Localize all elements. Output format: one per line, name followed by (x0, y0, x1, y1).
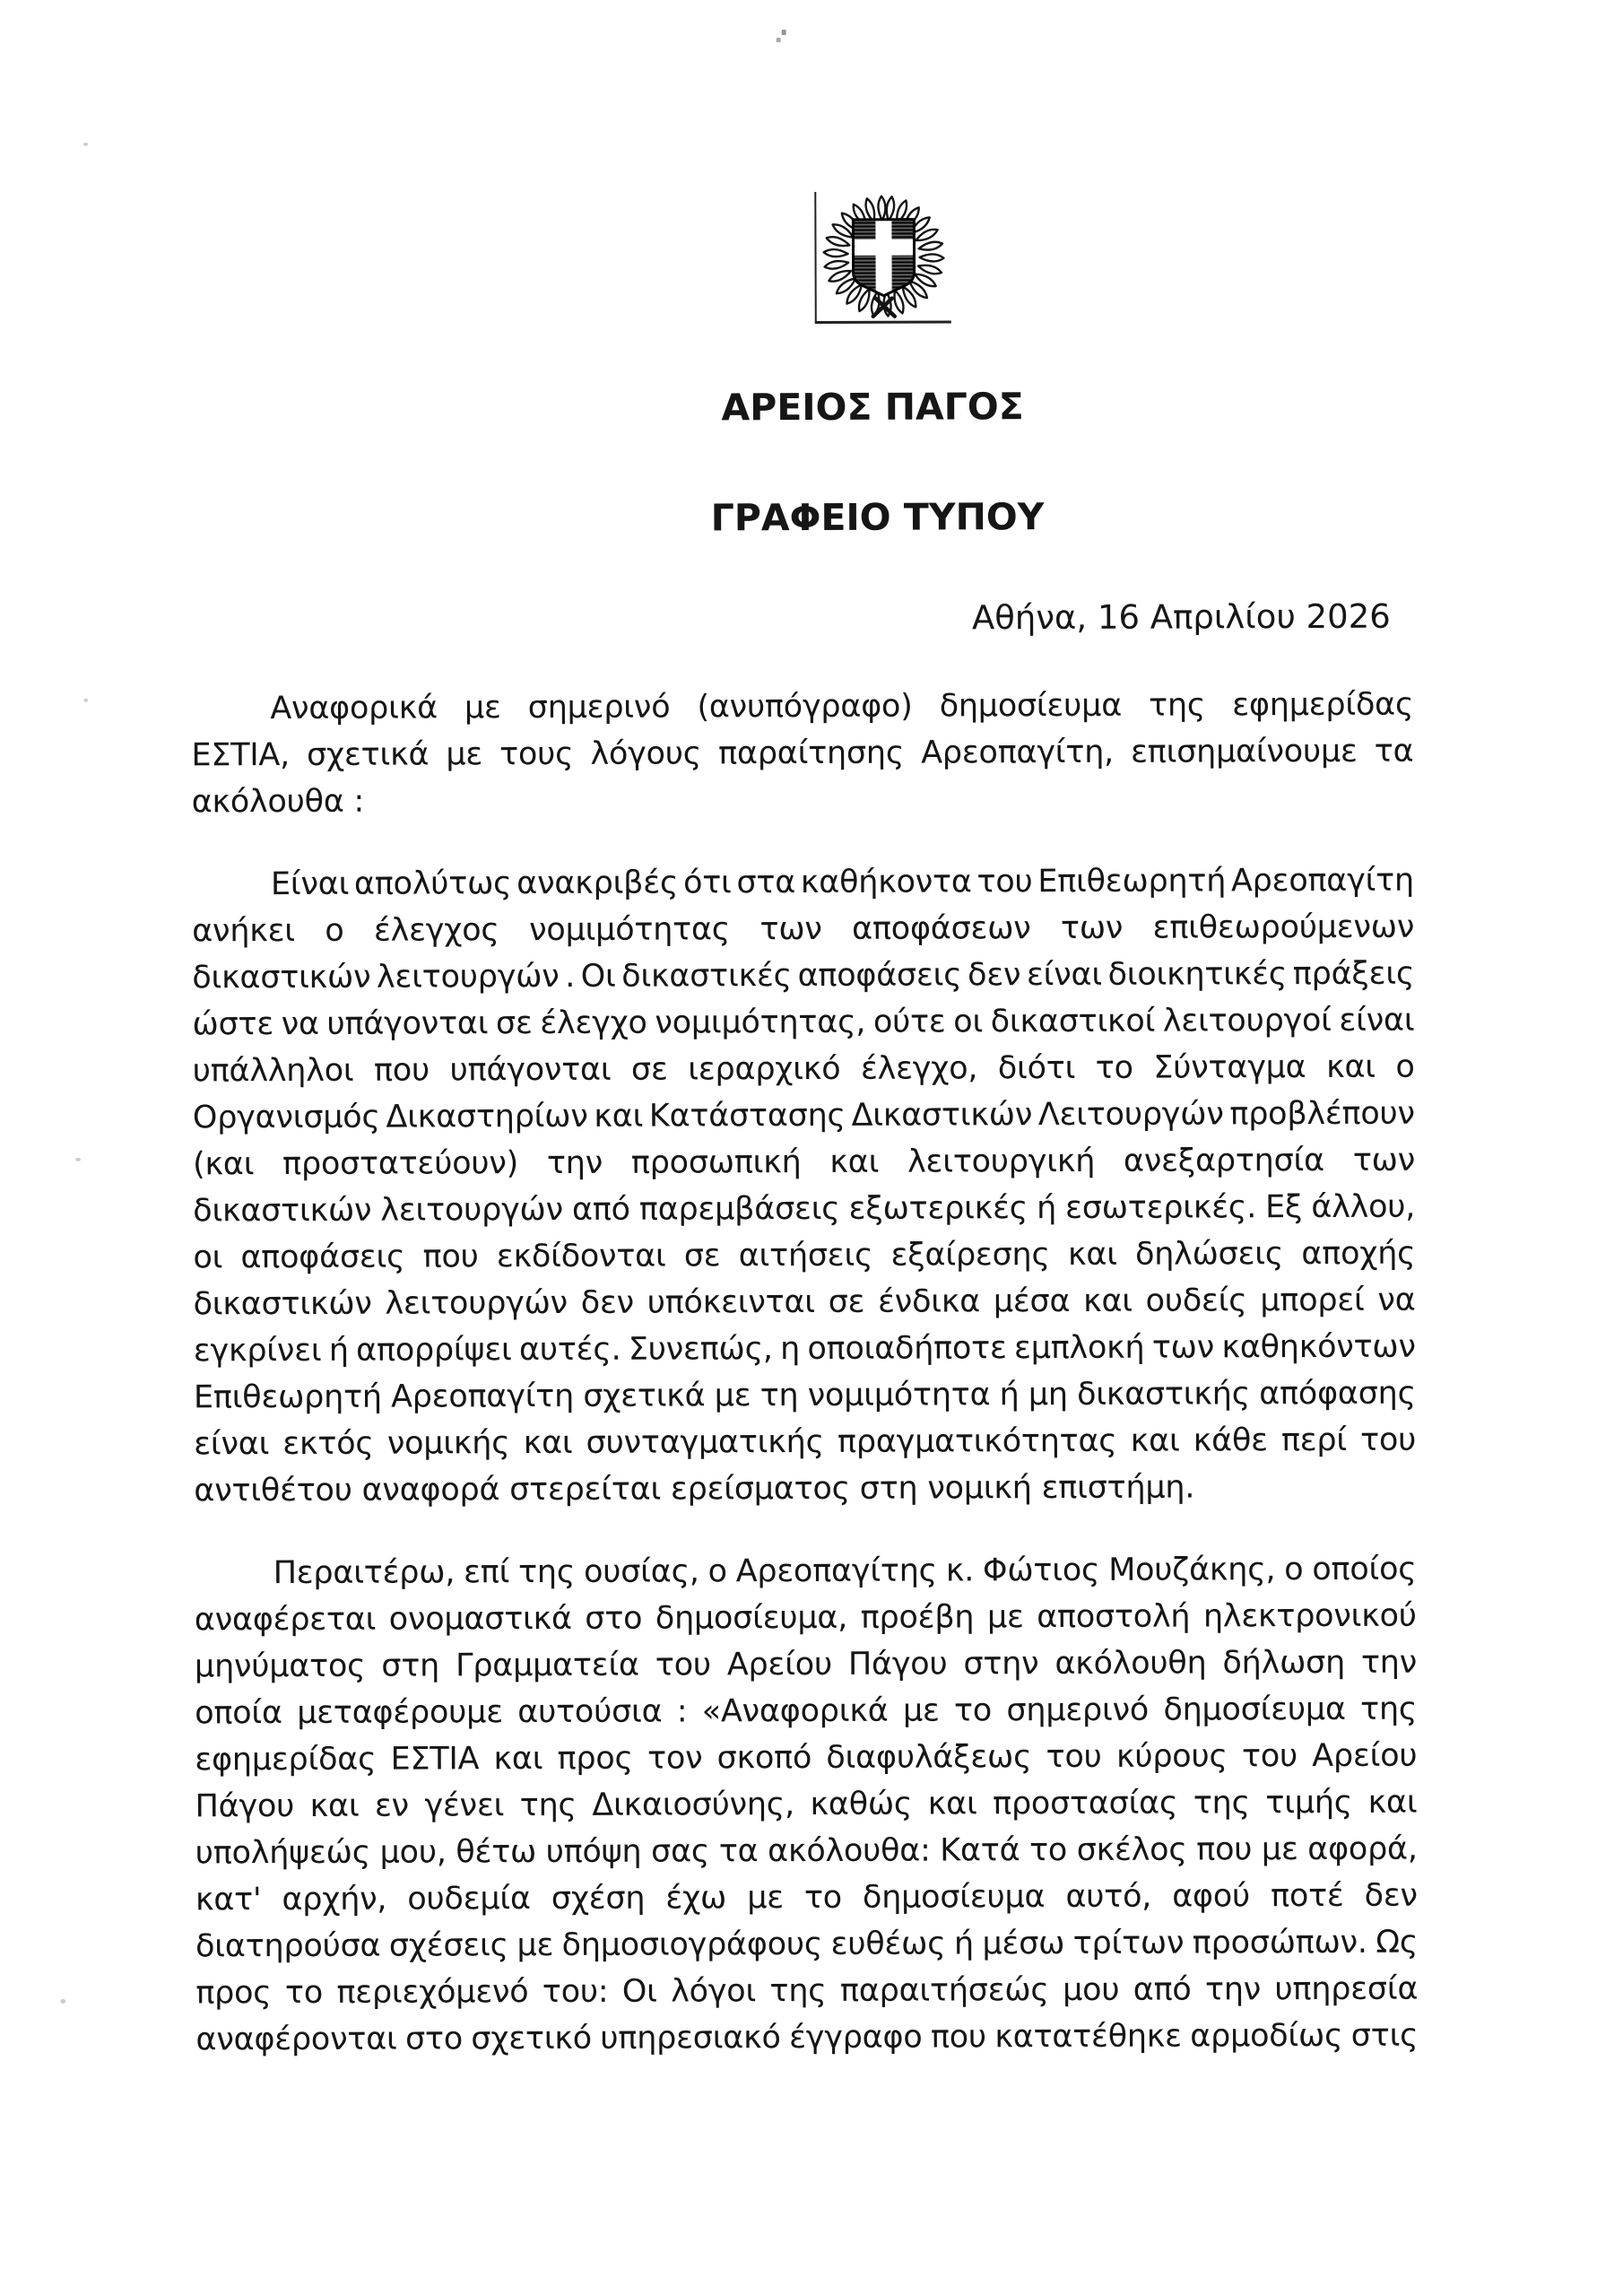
document-body (191, 682, 1418, 2064)
text-line: ώστε να υπάγονται σε έλεγχο νομιμότητας, ούτε οι δικαστικοί λειτουργοί είναι (192, 1002, 1415, 1043)
text-line: Πάγου και εν γένει της Δικαιοσύνης, καθώς και προστασίας της τιμής και (195, 1784, 1418, 1825)
text-line: δικαστικών λειτουργών δεν υπόκεινται σε ένδικα μέσα και ουδείς μπορεί να (193, 1282, 1416, 1323)
text-line: ΕΣΤΙΑ, σχετικά με τους λόγους παραίτησης Αρεοπαγίτη, επισημαίνουμε τα (191, 733, 1414, 774)
scan-speck (75, 1158, 81, 1161)
office-title: ΓΡΑΦΕΙΟ ΤΥΠΟΥ (710, 495, 1045, 540)
text-line: εγκρίνει ή απορρίψει αυτές. Συνεπώς, η οποιαδήποτε εμπλοκή των καθηκόντων (193, 1328, 1416, 1370)
text-line: Οργανισμός Δικαστηρίων και Κατάστασης Δικαστικών Λειτουργών προβλέπουν (192, 1095, 1415, 1136)
text-line: αναφέρονται στο σχετικό υπηρεσιακό έγγραφο που κατατέθηκε αρμοδίως στις (195, 2017, 1419, 2058)
paragraph (192, 857, 1417, 1515)
text-line: Είναι απολύτως ανακριβές ότι στα καθήκοντα του Επιθεωρητή Αρεοπαγίτη (270, 862, 1414, 903)
greek-coat-of-arms-icon (818, 189, 950, 321)
scan-speck (60, 1999, 65, 2004)
text-line: υπάλληλοι που υπάγονται σε ιεραρχικό έλεγχο, διότι το Σύνταγμα και ο (192, 1048, 1415, 1090)
scan-speck (83, 143, 88, 146)
text-line: είναι εκτός νομικής και συνταγματικής πραγματικότητας και κάθε περί του (194, 1422, 1417, 1463)
text-line: μηνύματος στη Γραμματεία του Αρείου Πάγου στην ακόλουθη δήλωση την (194, 1644, 1418, 1685)
text-line: (και προστατεύουν) την προσωπική και λειτουργική ανεξαρτησία των (192, 1142, 1416, 1183)
scan-speck (83, 699, 88, 702)
text-line: οποία μεταφέρουμε αυτούσια : «Αναφορικά με το σημερινό δημοσίευμα της (195, 1691, 1418, 1732)
paragraph (191, 682, 1414, 826)
dateline: Αθήνα, 16 Απριλίου 2026 (971, 596, 1391, 638)
text-line: κατ' αρχήν, ουδεμία σχέση έχω με το δημοσίευμα αυτό, αφού ποτέ δεν (195, 1877, 1418, 1918)
organization-title: ΑΡΕΙΟΣ ΠΑΓΟΣ (721, 385, 1024, 430)
text-line: ανήκει ο έλεγχος νομιμότητας των αποφάσεων των επιθεωρούμενων (192, 909, 1415, 950)
text-line: προς το περιεχόμενό του: Οι λόγοι της παραιτήσεώς μου από την υπηρεσία (195, 1970, 1419, 2012)
emblem-border-line (815, 320, 951, 324)
text-line: Περαιτέρω, επί της ουσίας, ο Αρεοπαγίτης κ. Φώτιος Μουζάκης, ο οποίος (273, 1551, 1417, 1592)
text-line: ακόλουθα : (191, 783, 365, 821)
paragraph (195, 1546, 1419, 2064)
text-line: οι αποφάσεις που εκδίδονται σε αιτήσεις εξαίρεσης και δηλώσεις αποχής (193, 1235, 1416, 1276)
text-line: διατηρούσα σχέσεις με δημοσιογράφους ευθέως ή μέσω τρίτων προσώπων. Ως (195, 1924, 1419, 1965)
text-line: δικαστικών λειτουργών από παρεμβάσεις εξωτερικές ή εσωτερικές. Εξ άλλου, (193, 1188, 1416, 1230)
text-line: αντιθέτου αναφορά στερείται ερείσματος στη νομική επιστήμη. (194, 1469, 1195, 1509)
text-line: Αναφορικά με σημερινό (ανυπόγραφο) δημοσίευμα της εφημερίδας (270, 686, 1414, 727)
text-line: Επιθεωρητή Αρεοπαγίτη σχετικά με τη νομιμότητα ή μη δικαστικής απόφασης (193, 1375, 1416, 1416)
text-line: εφημερίδας ΕΣΤΙΑ και προς τον σκοπό διαφυλάξεως του κύρους του Αρείου (195, 1737, 1418, 1779)
text-line: δικαστικών λειτουργών . Οι δικαστικές αποφάσεις δεν είναι διοικητικές πράξεις (192, 955, 1415, 996)
text-line: αναφέρεται ονομαστικά στο δημοσίευμα, προέβη με αποστολή ηλεκτρονικού (194, 1597, 1417, 1639)
text-line: υπολήψεώς μου, θέτω υπόψη σας τα ακόλουθα: Κατά το σκέλος που με αφορά, (195, 1831, 1418, 1872)
scan-speck (777, 38, 781, 42)
scan-speck (782, 30, 786, 35)
emblem-border-line (814, 192, 817, 323)
